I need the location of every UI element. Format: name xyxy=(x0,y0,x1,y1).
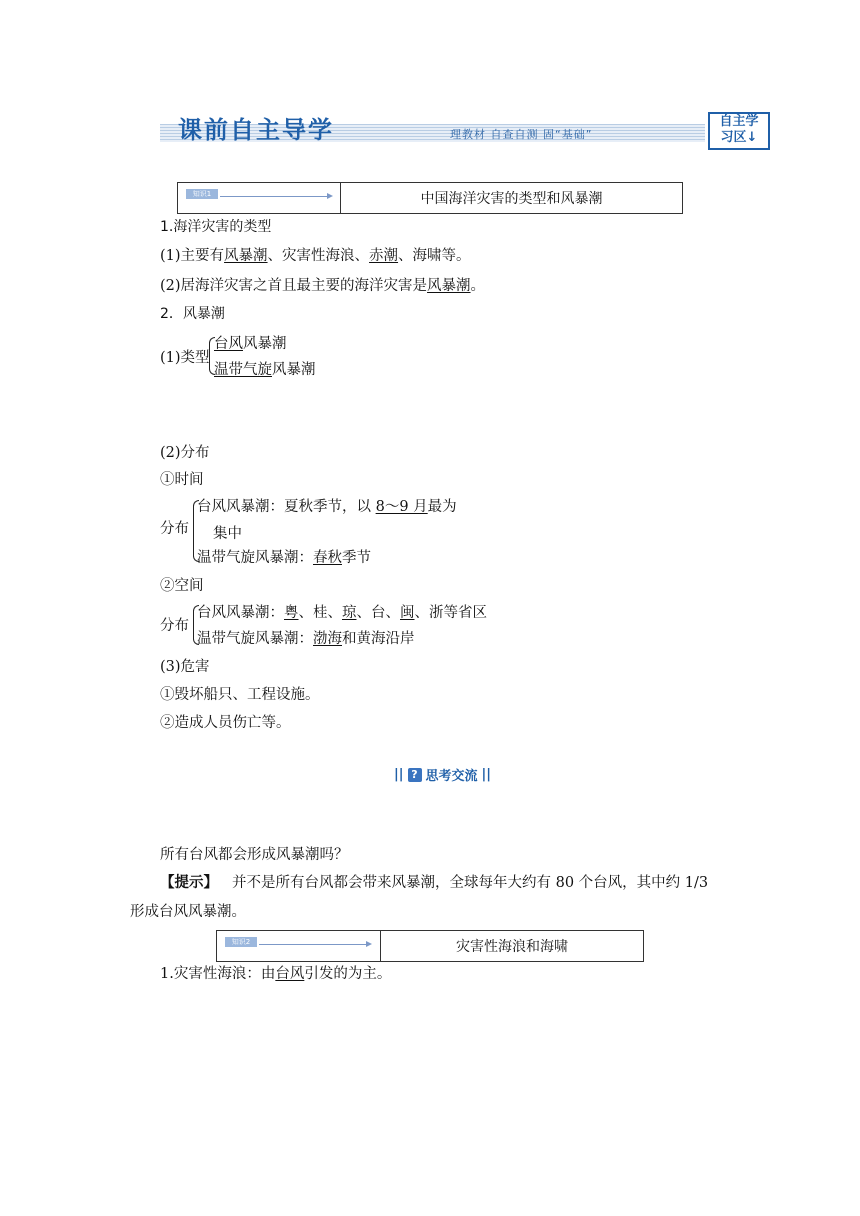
item1-para2: (2)居海洋灾害之首且最主要的海洋灾害是风暴潮。 xyxy=(160,278,486,294)
section2-tag-cell xyxy=(217,931,381,961)
space-extratropical: 温带气旋风暴潮：渤海和黄海沿岸 xyxy=(197,631,415,647)
banner-subtitle: 理教材 自查自测 固“基础” xyxy=(450,128,593,141)
section2-title: 灾害性海浪和海啸 xyxy=(456,939,568,955)
hint-line2: 形成台风风暴潮。 xyxy=(130,904,246,920)
section1-header xyxy=(177,182,683,214)
type-label: (1)类型 xyxy=(160,350,210,366)
item3-line: 1.灾害性海浪：由台风引发的为主。 xyxy=(160,966,392,982)
arrow-icon xyxy=(259,944,367,945)
space-typhoon: 台风风暴潮：粤、桂、琼、台、闽、浙等省区 xyxy=(197,605,487,621)
bar-icon: || xyxy=(481,767,492,782)
self-study-line1: 自主学 xyxy=(719,114,759,129)
harm-label: (3)危害 xyxy=(160,659,210,675)
fenbu-label-time: 分布 xyxy=(160,521,189,537)
section1-tag: 知识1 xyxy=(186,189,218,199)
question-icon: ? xyxy=(408,768,422,782)
think-discuss-title xyxy=(394,765,491,784)
section2-tag: 知识2 xyxy=(225,937,257,947)
space-label: ②空间 xyxy=(160,578,204,594)
time-label: ①时间 xyxy=(160,472,204,488)
harm-item2: ②造成人员伤亡等。 xyxy=(160,715,291,731)
time-extratropical: 温带气旋风暴潮：春秋季节 xyxy=(197,550,371,566)
banner-title: 课前自主导学 xyxy=(178,116,334,144)
time-typhoon: 台风风暴潮：夏秋季节，以 8～9 月最为 xyxy=(197,499,457,515)
section1-tag-cell xyxy=(178,183,341,213)
section-banner xyxy=(160,110,705,144)
hint-label: 【提示】 xyxy=(160,875,218,891)
item1-para1: (1)主要有风暴潮、灾害性海浪、赤潮、海啸等。 xyxy=(160,248,471,264)
think-question: 所有台风都会形成风暴潮吗？ xyxy=(160,847,349,863)
type-extratropical: 温带气旋风暴潮 xyxy=(214,362,316,378)
self-study-line2: 习区↓ xyxy=(720,130,758,145)
bar-icon: || xyxy=(394,767,404,782)
think-title-text: 思考交流 xyxy=(425,769,478,784)
time-typhoon-cont: 集中 xyxy=(213,526,242,542)
dist-label: (2)分布 xyxy=(160,445,210,461)
section2-header xyxy=(216,930,644,962)
self-study-box xyxy=(708,112,770,150)
harm-item1: ①毁坏船只、工程设施。 xyxy=(160,687,320,703)
item1-heading: 1.海洋灾害的类型 xyxy=(160,219,272,235)
arrow-icon xyxy=(220,196,328,197)
type-typhoon: 台风风暴潮 xyxy=(214,336,287,352)
item2-heading: 2．风暴潮 xyxy=(160,306,225,322)
section1-title: 中国海洋灾害的类型和风暴潮 xyxy=(420,191,603,207)
hint-line1: 【提示】 并不是所有台风都会带来风暴潮，全球每年大约有 80 个台风，其中约 1/3 xyxy=(160,875,709,891)
fenbu-label-space: 分布 xyxy=(160,618,189,634)
